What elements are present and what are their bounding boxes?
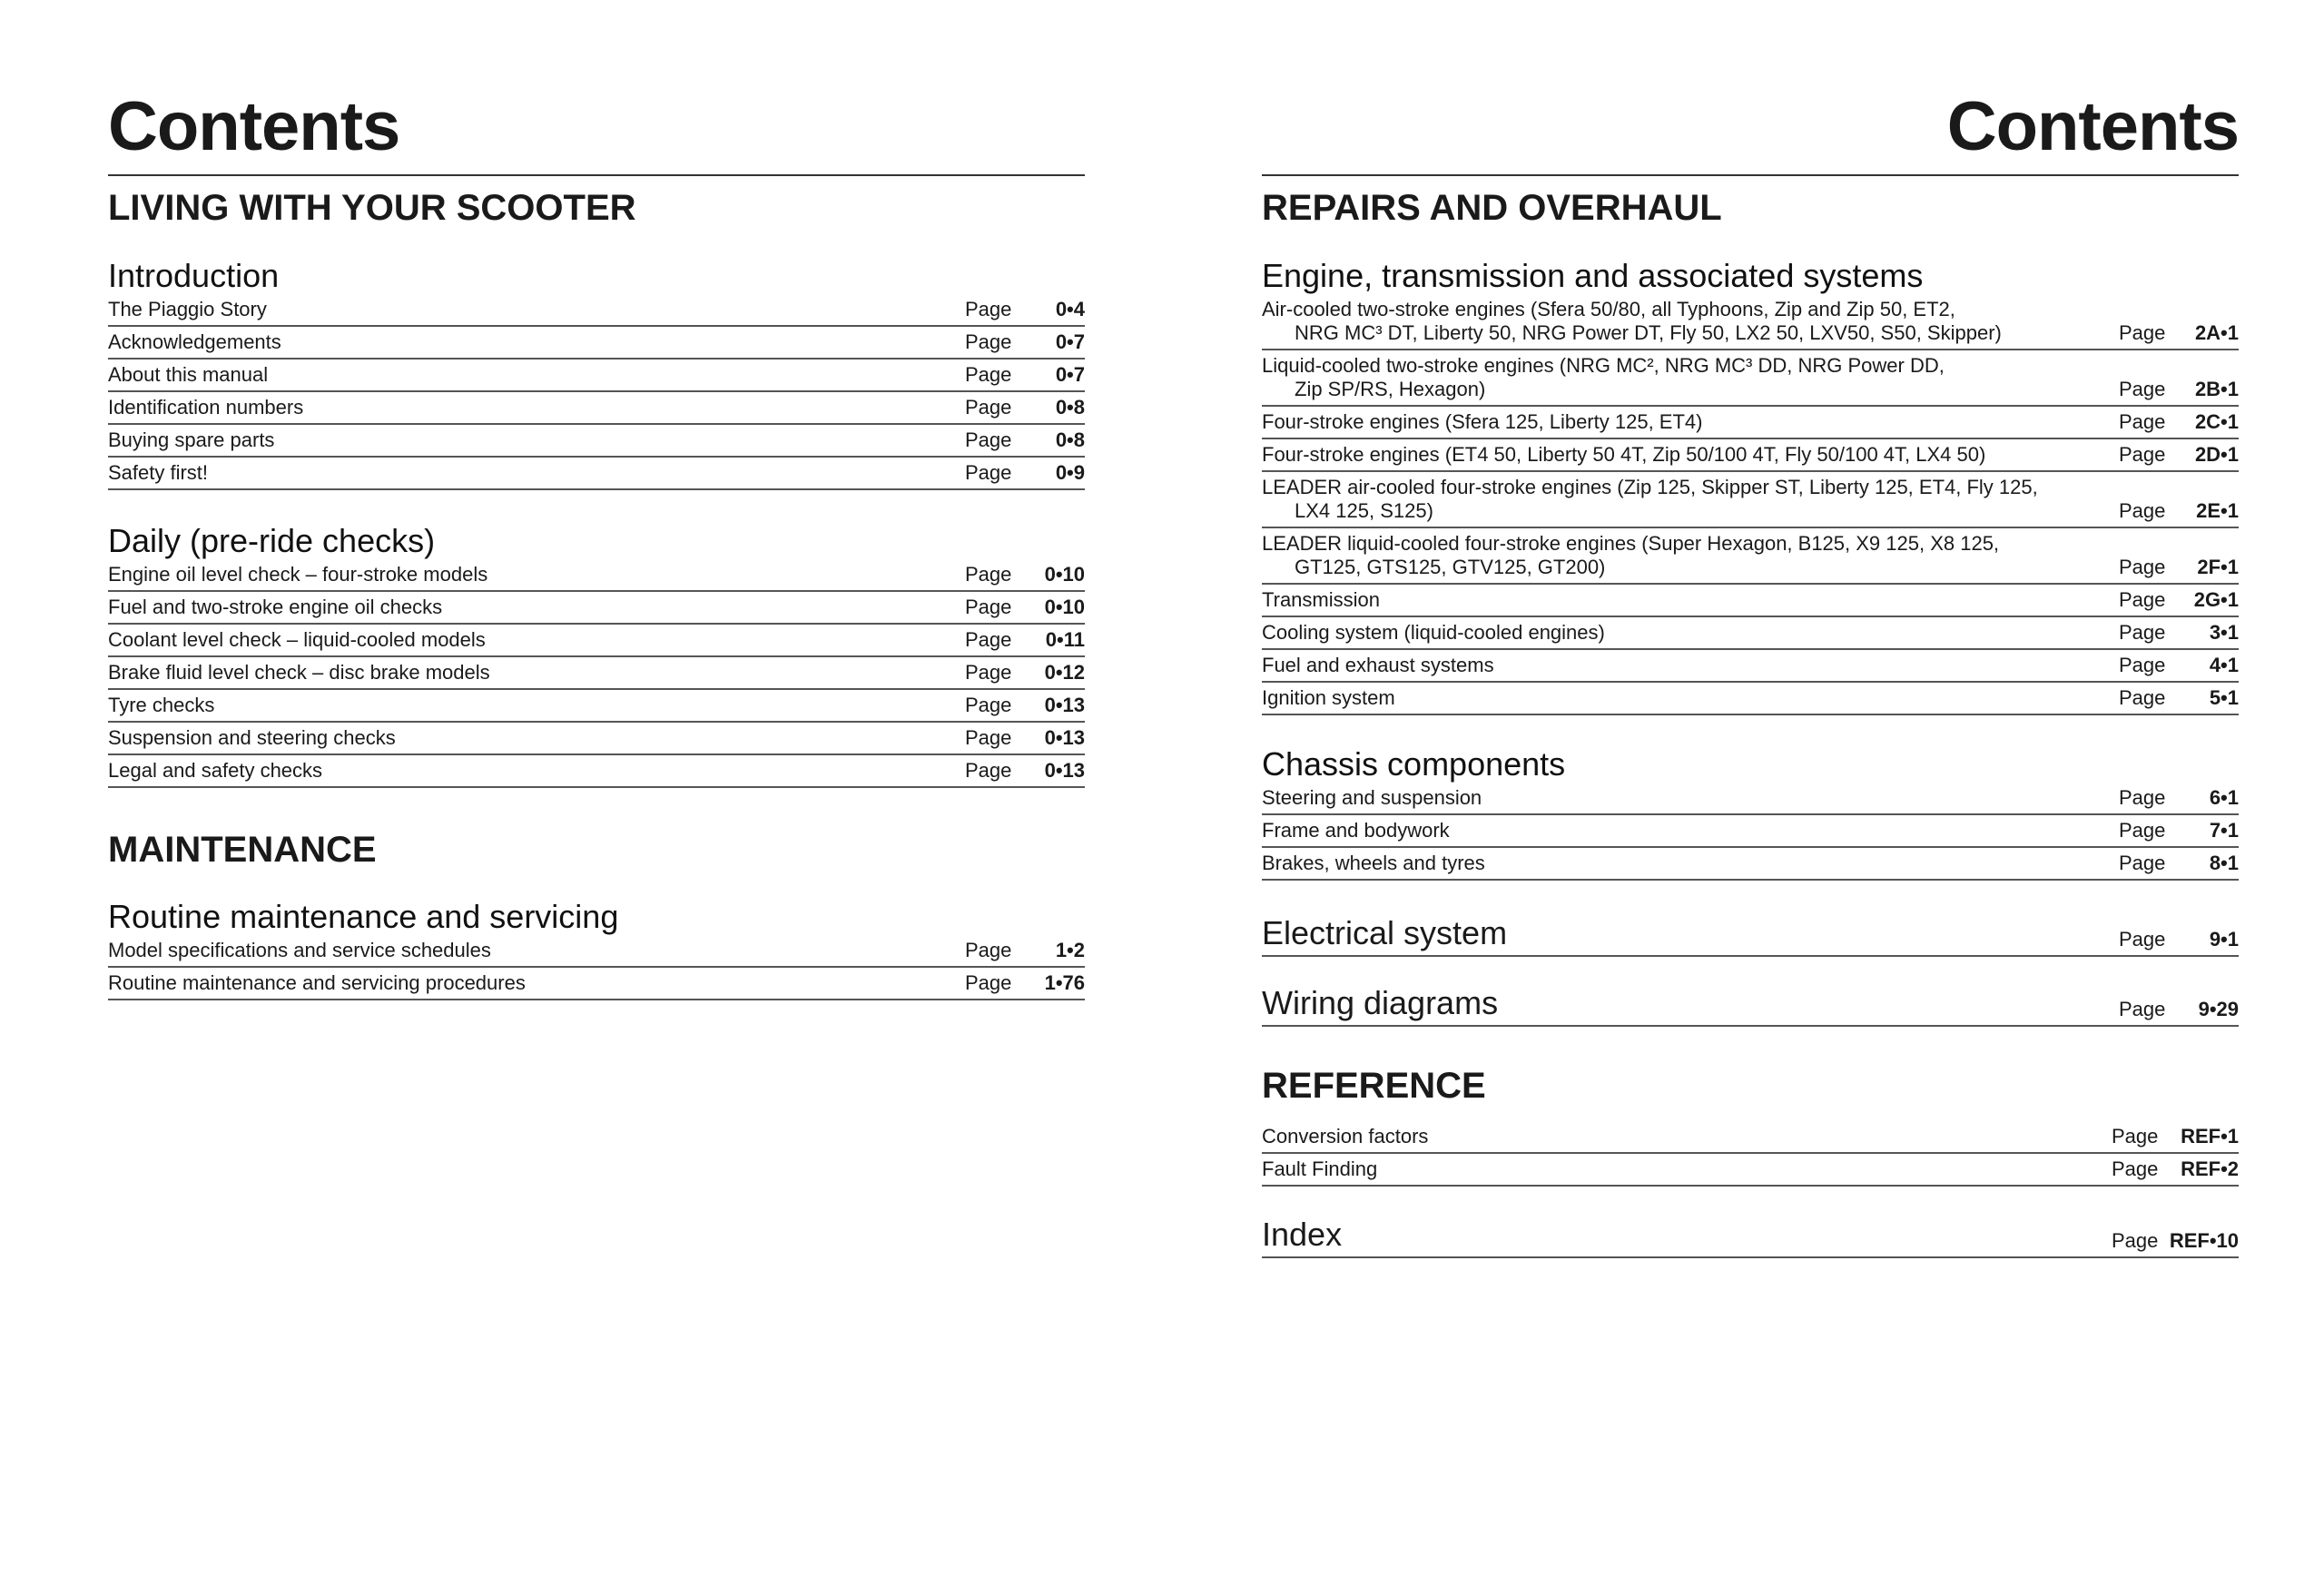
page-label: Page bbox=[2112, 1157, 2159, 1180]
toc-row[interactable] bbox=[1262, 617, 2239, 650]
section-living-with-your-scooter bbox=[108, 186, 1085, 230]
page-ref: 0•10 bbox=[1044, 596, 1085, 618]
section-reference bbox=[1262, 1064, 2239, 1108]
page-ref: 5•1 bbox=[2209, 686, 2239, 709]
page-label: Page bbox=[965, 759, 1012, 782]
page-label: Page bbox=[2119, 410, 2166, 433]
group-heading: Routine maintenance and servicing bbox=[108, 898, 619, 935]
toc-entry-title: Four-stroke engines (Sfera 125, Liberty 125, ET4) bbox=[1262, 410, 1703, 433]
toc-row[interactable] bbox=[108, 592, 1085, 625]
group-heading: Introduction bbox=[108, 257, 280, 294]
part-heading: REFERENCE bbox=[1262, 1066, 1486, 1106]
entry-line-1: Liquid-cooled two-stroke engines (NRG MC², NRG MC³ DD, NRG Power DD, bbox=[1262, 354, 1945, 377]
toc-entry-title: Brake fluid level check – disc brake models bbox=[108, 661, 490, 684]
toc-entry-title bbox=[1262, 298, 2119, 345]
page-ref: 2C•1 bbox=[2194, 410, 2239, 433]
entry-line-2: Zip SP/RS, Hexagon) bbox=[1295, 378, 1486, 400]
page-label: Page bbox=[965, 363, 1012, 386]
toc-row[interactable] bbox=[1262, 1154, 2239, 1187]
group-reference bbox=[1262, 1121, 2239, 1187]
toc-row[interactable] bbox=[1262, 1121, 2239, 1154]
page-ref: 2F•1 bbox=[2197, 556, 2239, 578]
toc-entry-title: Steering and suspension bbox=[1262, 786, 1482, 809]
page-ref: REF•1 bbox=[2181, 1125, 2239, 1148]
toc-row-index[interactable] bbox=[1262, 1216, 2239, 1258]
toc-list bbox=[108, 935, 1085, 1000]
page-label: Page bbox=[965, 971, 1012, 994]
toc-list bbox=[1262, 1216, 2239, 1258]
group-heading: Daily (pre-ride checks) bbox=[108, 522, 436, 559]
page-title: Contents bbox=[1262, 0, 2239, 176]
toc-row[interactable] bbox=[1262, 350, 2239, 407]
toc-entry-title: Wiring diagrams bbox=[1262, 984, 1499, 1021]
toc-entry-title: Identification numbers bbox=[108, 396, 304, 419]
toc-row[interactable] bbox=[1262, 815, 2239, 848]
toc-entry-title: Cooling system (liquid-cooled engines) bbox=[1262, 621, 1605, 644]
toc-row[interactable] bbox=[1262, 650, 2239, 683]
toc-list bbox=[1262, 915, 2239, 957]
page-label: Page bbox=[2112, 1229, 2159, 1252]
toc-entry-title: Safety first! bbox=[108, 461, 209, 484]
page-ref: 0•13 bbox=[1044, 694, 1085, 716]
toc-entry-title: The Piaggio Story bbox=[108, 298, 267, 320]
toc-entry-title bbox=[1262, 354, 2119, 401]
part-heading: LIVING WITH YOUR SCOOTER bbox=[108, 188, 636, 228]
entry-line-2: LX4 125, S125) bbox=[1295, 499, 1433, 522]
page-ref: 0•13 bbox=[1044, 759, 1085, 782]
toc-entry-title: Suspension and steering checks bbox=[108, 726, 396, 749]
part-heading: MAINTENANCE bbox=[108, 830, 377, 870]
toc-entry-title: Fuel and exhaust systems bbox=[1262, 654, 1494, 676]
toc-entry-title bbox=[1262, 476, 2119, 523]
page-label: Page bbox=[2119, 654, 2166, 676]
page-ref: REF•10 bbox=[2169, 1229, 2239, 1252]
toc-entry-title: Index bbox=[1262, 1216, 1343, 1253]
page-ref: 3•1 bbox=[2209, 621, 2239, 644]
page-label: Page bbox=[965, 330, 1012, 353]
entry-line-1: Air-cooled two-stroke engines (Sfera 50/80, all Typhoons, Zip and Zip 50, ET2, bbox=[1262, 298, 1955, 320]
toc-entry-title: Routine maintenance and servicing procedures bbox=[108, 971, 526, 994]
group-heading: Chassis components bbox=[1262, 745, 1566, 783]
page-label: Page bbox=[2119, 998, 2166, 1020]
toc-row[interactable] bbox=[108, 935, 1085, 968]
page-ref: 0•9 bbox=[1055, 461, 1085, 484]
page-label: Page bbox=[965, 563, 1012, 586]
page-ref: 9•29 bbox=[2198, 998, 2239, 1020]
toc-list bbox=[1262, 1121, 2239, 1187]
page-ref: 2A•1 bbox=[2194, 321, 2239, 344]
page-ref: 0•10 bbox=[1044, 563, 1085, 586]
toc-row[interactable] bbox=[108, 327, 1085, 360]
toc-row[interactable] bbox=[108, 392, 1085, 425]
section-maintenance bbox=[108, 828, 1085, 872]
toc-row[interactable] bbox=[108, 723, 1085, 755]
page-ref: 9•1 bbox=[2209, 928, 2239, 951]
page-label: Page bbox=[965, 298, 1012, 320]
toc-entry-title: Four-stroke engines (ET4 50, Liberty 50 4T, Zip 50/100 4T, Fly 50/100 4T, LX4 50) bbox=[1262, 443, 1986, 466]
group-engine-transmission bbox=[1262, 258, 2239, 715]
toc-entry-title: Acknowledgements bbox=[108, 330, 281, 353]
toc-row[interactable] bbox=[108, 657, 1085, 690]
toc-entry-title: Brakes, wheels and tyres bbox=[1262, 852, 1485, 874]
page-label: Page bbox=[2119, 686, 2166, 709]
toc-row[interactable] bbox=[108, 755, 1085, 788]
toc-entry-title: Engine oil level check – four-stroke models bbox=[108, 563, 488, 586]
toc-row[interactable] bbox=[1262, 294, 2239, 350]
group-index bbox=[1262, 1216, 2239, 1258]
page-label: Page bbox=[2119, 786, 2166, 809]
toc-row[interactable] bbox=[1262, 407, 2239, 439]
page-label: Page bbox=[965, 596, 1012, 618]
page-ref: 0•8 bbox=[1055, 428, 1085, 451]
page-label: Page bbox=[2119, 621, 2166, 644]
page-label: Page bbox=[2119, 819, 2166, 842]
toc-list bbox=[1262, 783, 2239, 881]
toc-row[interactable] bbox=[108, 559, 1085, 592]
page-label: Page bbox=[2119, 852, 2166, 874]
toc-row[interactable] bbox=[108, 458, 1085, 490]
toc-entry-title: Electrical system bbox=[1262, 914, 1508, 951]
toc-entry-title: Fault Finding bbox=[1262, 1157, 1378, 1180]
page-label: Page bbox=[2119, 443, 2166, 466]
toc-row[interactable] bbox=[108, 294, 1085, 327]
page-label: Page bbox=[965, 628, 1012, 651]
page-ref: 0•7 bbox=[1055, 330, 1085, 353]
page-ref: 0•13 bbox=[1044, 726, 1085, 749]
toc-row[interactable] bbox=[108, 425, 1085, 458]
group-daily-checks bbox=[108, 523, 1085, 788]
right-contents-page bbox=[1262, 0, 2239, 1253]
toc-entry-title: About this manual bbox=[108, 363, 269, 386]
page-label: Page bbox=[2112, 1125, 2159, 1148]
entry-line-2: GT125, GTS125, GTV125, GT200) bbox=[1295, 556, 1606, 578]
page-ref: 0•4 bbox=[1055, 298, 1085, 320]
page-label: Page bbox=[965, 396, 1012, 419]
page-label: Page bbox=[965, 939, 1012, 961]
page-label: Page bbox=[2119, 928, 2166, 951]
toc-entry-title: Fuel and two-stroke engine oil checks bbox=[108, 596, 443, 618]
page-ref: 2B•1 bbox=[2194, 378, 2239, 400]
page-ref: 8•1 bbox=[2209, 852, 2239, 874]
toc-row[interactable] bbox=[108, 968, 1085, 1000]
page-ref: 7•1 bbox=[2209, 819, 2239, 842]
page-label: Page bbox=[2119, 321, 2166, 344]
toc-row[interactable] bbox=[1262, 439, 2239, 472]
toc-row[interactable] bbox=[1262, 585, 2239, 617]
page-label: Page bbox=[965, 461, 1012, 484]
page-label: Page bbox=[2119, 556, 2166, 578]
left-contents-page bbox=[108, 0, 1085, 994]
toc-entry-title: Conversion factors bbox=[1262, 1125, 1429, 1148]
page-ref: REF•2 bbox=[2181, 1157, 2239, 1180]
group-routine-maintenance bbox=[108, 899, 1085, 1000]
page-ref: 6•1 bbox=[2209, 786, 2239, 809]
toc-entry-title: Model specifications and service schedules bbox=[108, 939, 491, 961]
page-label: Page bbox=[2119, 588, 2166, 611]
toc-entry-title: Ignition system bbox=[1262, 686, 1395, 709]
toc-entry-title: Legal and safety checks bbox=[108, 759, 323, 782]
toc-row[interactable] bbox=[108, 360, 1085, 392]
page-ref: 4•1 bbox=[2209, 654, 2239, 676]
group-wiring bbox=[1262, 985, 2239, 1027]
toc-entry-title: Transmission bbox=[1262, 588, 1380, 611]
page-ref: 0•11 bbox=[1045, 628, 1085, 651]
toc-row[interactable] bbox=[1262, 472, 2239, 528]
toc-row-electrical-system[interactable] bbox=[1262, 915, 2239, 957]
toc-entry-title: Frame and bodywork bbox=[1262, 819, 1450, 842]
page-ref: 2E•1 bbox=[2196, 499, 2239, 522]
page-label: Page bbox=[2119, 499, 2166, 522]
group-electrical bbox=[1262, 915, 2239, 957]
toc-entry-title: Tyre checks bbox=[108, 694, 215, 716]
entry-line-1: LEADER liquid-cooled four-stroke engines (Super Hexagon, B125, X9 125, X8 125, bbox=[1262, 532, 2000, 555]
toc-entry-title bbox=[1262, 532, 2119, 579]
group-introduction bbox=[108, 258, 1085, 490]
toc-entry-title: Buying spare parts bbox=[108, 428, 275, 451]
toc-list bbox=[108, 559, 1085, 788]
toc-list bbox=[1262, 294, 2239, 715]
toc-entry-title: Coolant level check – liquid-cooled models bbox=[108, 628, 486, 651]
page-ref: 0•8 bbox=[1055, 396, 1085, 419]
toc-list bbox=[108, 294, 1085, 490]
page-ref: 1•76 bbox=[1044, 971, 1085, 994]
page-ref: 2D•1 bbox=[2194, 443, 2239, 466]
page-title: Contents bbox=[108, 0, 1085, 176]
group-chassis bbox=[1262, 746, 2239, 881]
toc-row[interactable] bbox=[1262, 528, 2239, 585]
page-label: Page bbox=[965, 661, 1012, 684]
page-label: Page bbox=[965, 694, 1012, 716]
toc-row[interactable] bbox=[1262, 783, 2239, 815]
toc-list bbox=[1262, 985, 2239, 1027]
entry-line-2: NRG MC³ DT, Liberty 50, NRG Power DT, Fly 50, LX2 50, LXV50, S50, Skipper) bbox=[1295, 321, 2002, 344]
page-ref: 1•2 bbox=[1055, 939, 1085, 961]
toc-row[interactable] bbox=[108, 690, 1085, 723]
group-heading: Engine, transmission and associated systems bbox=[1262, 257, 1924, 294]
page-label: Page bbox=[965, 726, 1012, 749]
entry-line-1: LEADER air-cooled four-stroke engines (Zip 125, Skipper ST, Liberty 125, ET4, Fly 125, bbox=[1262, 476, 2038, 498]
toc-row[interactable] bbox=[1262, 683, 2239, 715]
toc-row[interactable] bbox=[108, 625, 1085, 657]
page-label: Page bbox=[2119, 378, 2166, 400]
page-ref: 0•7 bbox=[1055, 363, 1085, 386]
toc-row-wiring-diagrams[interactable] bbox=[1262, 985, 2239, 1027]
page-label: Page bbox=[965, 428, 1012, 451]
part-heading: REPAIRS AND OVERHAUL bbox=[1262, 188, 1722, 228]
toc-row[interactable] bbox=[1262, 848, 2239, 881]
section-repairs-and-overhaul bbox=[1262, 186, 2239, 230]
page-ref: 2G•1 bbox=[2193, 588, 2239, 611]
page-ref: 0•12 bbox=[1044, 661, 1085, 684]
